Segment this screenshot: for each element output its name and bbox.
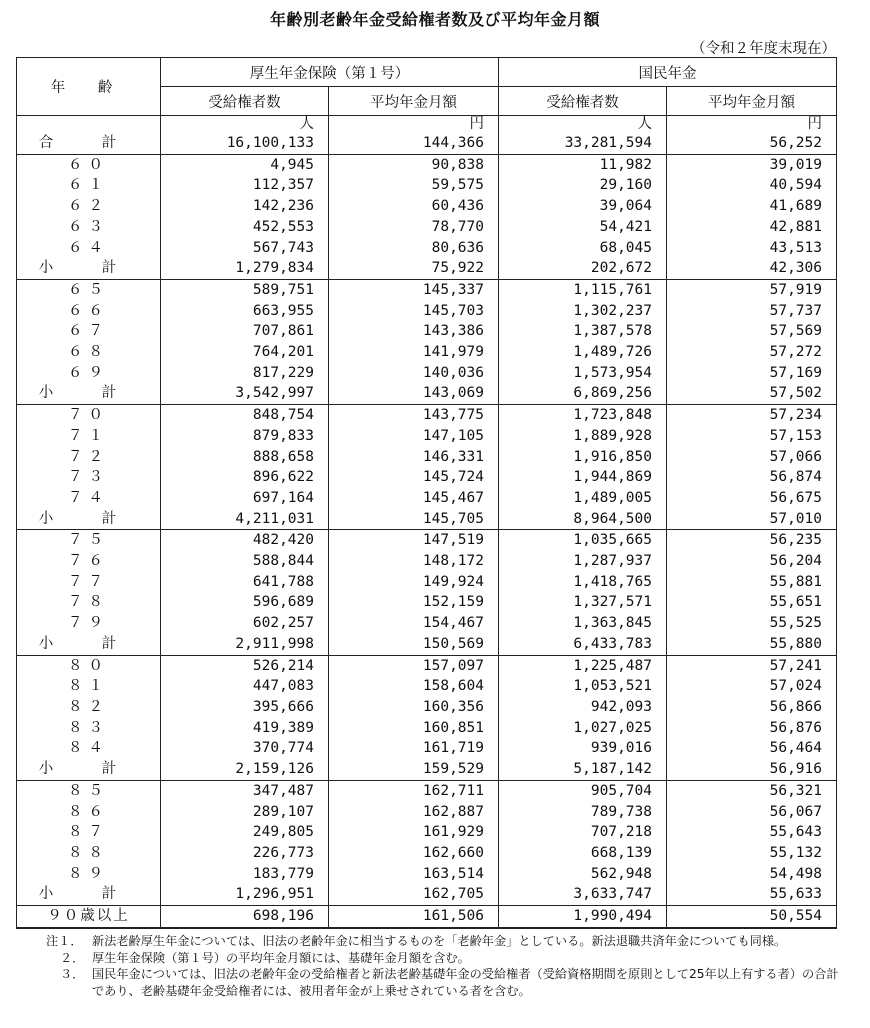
- cell-value: 57,737: [667, 301, 837, 322]
- cell-value: 1,723,848: [499, 405, 667, 426]
- cell-value: 57,010: [667, 509, 837, 530]
- table-row: [17, 196, 837, 217]
- cell-value: 75,922: [329, 258, 499, 279]
- page-title: 年齢別老齢年金受給権者数及び平均年金月額: [269, 10, 600, 29]
- table-row: [17, 822, 837, 843]
- cell-value: 56,866: [667, 697, 837, 718]
- cell-value: 143,775: [329, 405, 499, 426]
- cell-value: 596,689: [161, 592, 329, 613]
- cell-value: 289,107: [161, 802, 329, 823]
- cell-value: 39,064: [499, 196, 667, 217]
- footnote: [46, 966, 846, 999]
- cell-value: 29,160: [499, 175, 667, 196]
- cell-value: 56,252: [667, 133, 837, 154]
- cell-value: 370,774: [161, 738, 329, 759]
- total-row: [17, 133, 837, 154]
- unit-row: [17, 116, 837, 134]
- row-label: ８０: [17, 655, 161, 676]
- cell-value: 1,115,761: [499, 279, 667, 300]
- cell-value: 942,093: [499, 697, 667, 718]
- cell-value: 641,788: [161, 572, 329, 593]
- pension-table: [16, 57, 837, 929]
- as-of-date: （令和２年度末現在）: [691, 41, 836, 57]
- row-label: ６９: [17, 363, 161, 384]
- table-row: [17, 342, 837, 363]
- table-row: [17, 321, 837, 342]
- cell-value: 160,356: [329, 697, 499, 718]
- group-header-kosei: 厚生年金保険（第１号）: [161, 58, 499, 87]
- footnote: [46, 933, 846, 950]
- cell-value: 589,751: [161, 279, 329, 300]
- cell-value: 39,019: [667, 154, 837, 175]
- cell-value: 140,036: [329, 363, 499, 384]
- table-row: [17, 363, 837, 384]
- unit-person: 人: [161, 116, 329, 134]
- footnote-text: 国民年金については、旧法の老齢年金の受給権者と新法老齢基礎年金の受給権者（受給資格期間を原則として25年以上有する者）の合計であり、老齢基礎年金受給権者には、被用者年金が上乗せされている者を含む。: [92, 967, 839, 998]
- subtotal-row: [17, 884, 837, 905]
- row-label: ６３: [17, 217, 161, 238]
- row-label: ８６: [17, 802, 161, 823]
- cell-value: 56,916: [667, 759, 837, 780]
- table-row: [17, 592, 837, 613]
- row-label: ７３: [17, 467, 161, 488]
- cell-value: 817,229: [161, 363, 329, 384]
- footnote-text: 新法老齢厚生年金については、旧法の老齢年金に相当するものを「老齢年金」としている。新法退職共済年金についても同様。: [92, 934, 787, 948]
- table-row: [17, 238, 837, 259]
- cell-value: 56,874: [667, 467, 837, 488]
- row-label: ６１: [17, 175, 161, 196]
- cell-value: 43,513: [667, 238, 837, 259]
- table-row: [17, 738, 837, 759]
- cell-value: 55,643: [667, 822, 837, 843]
- row-label: ６５: [17, 279, 161, 300]
- table-row: [17, 279, 837, 300]
- footnotes: [46, 933, 846, 999]
- cell-value: 1,489,005: [499, 488, 667, 509]
- cell-value: 160,851: [329, 718, 499, 739]
- col-header-average: 平均年金月額: [329, 87, 499, 116]
- cell-value: 57,153: [667, 426, 837, 447]
- table-row: [17, 426, 837, 447]
- cell-value: 42,306: [667, 258, 837, 279]
- cell-value: 1,363,845: [499, 613, 667, 634]
- cell-value: 60,436: [329, 196, 499, 217]
- cell-value: 143,069: [329, 383, 499, 404]
- subtotal-row: [17, 759, 837, 780]
- cell-value: 40,594: [667, 175, 837, 196]
- unit-yen: 円: [667, 116, 837, 134]
- table-row: [17, 405, 837, 426]
- cell-value: 154,467: [329, 613, 499, 634]
- cell-value: 2,159,126: [161, 759, 329, 780]
- subtotal-row: [17, 383, 837, 404]
- table-row: [17, 697, 837, 718]
- table-row: [17, 613, 837, 634]
- cell-value: 707,861: [161, 321, 329, 342]
- cell-value: 697,164: [161, 488, 329, 509]
- cell-value: 33,281,594: [499, 133, 667, 154]
- cell-value: 419,389: [161, 718, 329, 739]
- cell-value: 1,889,928: [499, 426, 667, 447]
- cell-value: 16,100,133: [161, 133, 329, 154]
- cell-value: 698,196: [161, 906, 329, 928]
- cell-value: 395,666: [161, 697, 329, 718]
- cell-value: 347,487: [161, 780, 329, 801]
- cell-value: 56,675: [667, 488, 837, 509]
- table-row: [17, 780, 837, 801]
- row-label: ７４: [17, 488, 161, 509]
- cell-value: 41,689: [667, 196, 837, 217]
- cell-value: 789,738: [499, 802, 667, 823]
- cell-value: 78,770: [329, 217, 499, 238]
- cell-value: 145,467: [329, 488, 499, 509]
- cell-value: 157,097: [329, 655, 499, 676]
- cell-value: 57,169: [667, 363, 837, 384]
- cell-value: 3,542,997: [161, 383, 329, 404]
- cell-value: 59,575: [329, 175, 499, 196]
- footnote-number: 注１．: [46, 934, 83, 948]
- row-label: ８１: [17, 676, 161, 697]
- table-row: [17, 843, 837, 864]
- table-row: [17, 676, 837, 697]
- row-label: ７８: [17, 592, 161, 613]
- cell-value: 1,944,869: [499, 467, 667, 488]
- cell-value: 145,703: [329, 301, 499, 322]
- cell-value: 56,464: [667, 738, 837, 759]
- cell-value: 149,924: [329, 572, 499, 593]
- cell-value: 602,257: [161, 613, 329, 634]
- row-label: 小 計: [17, 884, 161, 905]
- col-header-holders: 受給権者数: [161, 87, 329, 116]
- cell-value: 896,622: [161, 467, 329, 488]
- cell-value: 55,132: [667, 843, 837, 864]
- table-body: [17, 116, 837, 928]
- cell-value: 848,754: [161, 405, 329, 426]
- cell-value: 588,844: [161, 551, 329, 572]
- row-label: ６７: [17, 321, 161, 342]
- cell-value: 1,573,954: [499, 363, 667, 384]
- age-90-plus-row: [17, 906, 837, 928]
- unit-cell-empty: [17, 116, 161, 134]
- table-row: [17, 301, 837, 322]
- col-header-holders: 受給権者数: [499, 87, 667, 116]
- table-row: [17, 175, 837, 196]
- row-label: ７７: [17, 572, 161, 593]
- cell-value: 145,705: [329, 509, 499, 530]
- row-label: ７１: [17, 426, 161, 447]
- cell-value: 161,506: [329, 906, 499, 928]
- unit-person: 人: [499, 116, 667, 134]
- cell-value: 1,035,665: [499, 530, 667, 551]
- row-label: ６４: [17, 238, 161, 259]
- cell-value: 1,279,834: [161, 258, 329, 279]
- cell-value: 526,214: [161, 655, 329, 676]
- cell-value: 144,366: [329, 133, 499, 154]
- cell-value: 2,911,998: [161, 634, 329, 655]
- cell-value: 663,955: [161, 301, 329, 322]
- row-label: ８５: [17, 780, 161, 801]
- cell-value: 249,805: [161, 822, 329, 843]
- cell-value: 57,502: [667, 383, 837, 404]
- cell-value: 162,711: [329, 780, 499, 801]
- cell-value: 1,387,578: [499, 321, 667, 342]
- cell-value: 1,053,521: [499, 676, 667, 697]
- row-label: ６２: [17, 196, 161, 217]
- row-label: 小 計: [17, 383, 161, 404]
- cell-value: 6,433,783: [499, 634, 667, 655]
- table-row: [17, 467, 837, 488]
- cell-value: 57,919: [667, 279, 837, 300]
- cell-value: 1,327,571: [499, 592, 667, 613]
- cell-value: 42,881: [667, 217, 837, 238]
- cell-value: 1,418,765: [499, 572, 667, 593]
- table-row: [17, 802, 837, 823]
- cell-value: 226,773: [161, 843, 329, 864]
- cell-value: 57,272: [667, 342, 837, 363]
- group-header-kokumin: 国民年金: [499, 58, 837, 87]
- row-label: ８９: [17, 864, 161, 885]
- cell-value: 1,990,494: [499, 906, 667, 928]
- cell-value: 1,027,025: [499, 718, 667, 739]
- table-row: [17, 530, 837, 551]
- cell-value: 50,554: [667, 906, 837, 928]
- cell-value: 55,633: [667, 884, 837, 905]
- cell-value: 4,945: [161, 154, 329, 175]
- row-label: 小 計: [17, 258, 161, 279]
- cell-value: 452,553: [161, 217, 329, 238]
- cell-value: 707,218: [499, 822, 667, 843]
- cell-value: 80,636: [329, 238, 499, 259]
- row-label: 合 計: [17, 133, 161, 154]
- row-label: ８３: [17, 718, 161, 739]
- cell-value: 55,881: [667, 572, 837, 593]
- cell-value: 161,929: [329, 822, 499, 843]
- cell-value: 55,651: [667, 592, 837, 613]
- cell-value: 482,420: [161, 530, 329, 551]
- cell-value: 57,241: [667, 655, 837, 676]
- col-header-average: 平均年金月額: [667, 87, 837, 116]
- row-label: ６０: [17, 154, 161, 175]
- table-row: [17, 864, 837, 885]
- footnote: [46, 950, 846, 967]
- table-row: [17, 718, 837, 739]
- cell-value: 147,105: [329, 426, 499, 447]
- cell-value: 162,660: [329, 843, 499, 864]
- footnote-text: 厚生年金保険（第１号）の平均年金月額には、基礎年金月額を含む。: [92, 950, 470, 965]
- row-label: ８４: [17, 738, 161, 759]
- cell-value: 158,604: [329, 676, 499, 697]
- cell-value: 142,236: [161, 196, 329, 217]
- row-label: ９０歳以上: [17, 906, 161, 928]
- cell-value: 183,779: [161, 864, 329, 885]
- row-label: ７５: [17, 530, 161, 551]
- subtotal-row: [17, 634, 837, 655]
- row-label: 小 計: [17, 634, 161, 655]
- cell-value: 162,887: [329, 802, 499, 823]
- cell-value: 562,948: [499, 864, 667, 885]
- unit-yen: 円: [329, 116, 499, 134]
- table-row: [17, 551, 837, 572]
- row-label: ６８: [17, 342, 161, 363]
- cell-value: 56,204: [667, 551, 837, 572]
- cell-value: 56,321: [667, 780, 837, 801]
- table-row: [17, 572, 837, 593]
- row-label: ８７: [17, 822, 161, 843]
- row-label: ６６: [17, 301, 161, 322]
- cell-value: 56,876: [667, 718, 837, 739]
- cell-value: 150,569: [329, 634, 499, 655]
- row-label: ７０: [17, 405, 161, 426]
- row-label: ８２: [17, 697, 161, 718]
- cell-value: 147,519: [329, 530, 499, 551]
- cell-value: 888,658: [161, 447, 329, 468]
- cell-value: 161,719: [329, 738, 499, 759]
- table-row: [17, 217, 837, 238]
- cell-value: 146,331: [329, 447, 499, 468]
- cell-value: 1,489,726: [499, 342, 667, 363]
- cell-value: 55,525: [667, 613, 837, 634]
- cell-value: 764,201: [161, 342, 329, 363]
- cell-value: 57,234: [667, 405, 837, 426]
- cell-value: 905,704: [499, 780, 667, 801]
- footnote-number: ３．: [60, 967, 85, 981]
- age-column-header: 年 齢: [17, 58, 161, 116]
- row-label: ８８: [17, 843, 161, 864]
- cell-value: 447,083: [161, 676, 329, 697]
- cell-value: 112,357: [161, 175, 329, 196]
- cell-value: 1,296,951: [161, 884, 329, 905]
- row-label: ７２: [17, 447, 161, 468]
- table-row: [17, 655, 837, 676]
- cell-value: 162,705: [329, 884, 499, 905]
- cell-value: 8,964,500: [499, 509, 667, 530]
- cell-value: 68,045: [499, 238, 667, 259]
- cell-value: 55,880: [667, 634, 837, 655]
- cell-value: 141,979: [329, 342, 499, 363]
- cell-value: 1,225,487: [499, 655, 667, 676]
- cell-value: 879,833: [161, 426, 329, 447]
- subtotal-row: [17, 258, 837, 279]
- cell-value: 4,211,031: [161, 509, 329, 530]
- table-row: [17, 488, 837, 509]
- cell-value: 1,916,850: [499, 447, 667, 468]
- cell-value: 90,838: [329, 154, 499, 175]
- cell-value: 145,337: [329, 279, 499, 300]
- row-label: ７６: [17, 551, 161, 572]
- cell-value: 57,569: [667, 321, 837, 342]
- cell-value: 202,672: [499, 258, 667, 279]
- cell-value: 3,633,747: [499, 884, 667, 905]
- row-label: 小 計: [17, 509, 161, 530]
- table-row: [17, 154, 837, 175]
- cell-value: 567,743: [161, 238, 329, 259]
- cell-value: 57,024: [667, 676, 837, 697]
- row-label: ７９: [17, 613, 161, 634]
- cell-value: 159,529: [329, 759, 499, 780]
- cell-value: 163,514: [329, 864, 499, 885]
- footnote-number: ２．: [60, 950, 85, 965]
- cell-value: 145,724: [329, 467, 499, 488]
- cell-value: 56,235: [667, 530, 837, 551]
- cell-value: 1,302,237: [499, 301, 667, 322]
- row-label: 小 計: [17, 759, 161, 780]
- subtotal-row: [17, 509, 837, 530]
- cell-value: 939,016: [499, 738, 667, 759]
- cell-value: 54,498: [667, 864, 837, 885]
- cell-value: 152,159: [329, 592, 499, 613]
- cell-value: 54,421: [499, 217, 667, 238]
- cell-value: 143,386: [329, 321, 499, 342]
- cell-value: 11,982: [499, 154, 667, 175]
- cell-value: 5,187,142: [499, 759, 667, 780]
- cell-value: 148,172: [329, 551, 499, 572]
- cell-value: 56,067: [667, 802, 837, 823]
- cell-value: 57,066: [667, 447, 837, 468]
- cell-value: 668,139: [499, 843, 667, 864]
- cell-value: 1,287,937: [499, 551, 667, 572]
- table-row: [17, 447, 837, 468]
- cell-value: 6,869,256: [499, 383, 667, 404]
